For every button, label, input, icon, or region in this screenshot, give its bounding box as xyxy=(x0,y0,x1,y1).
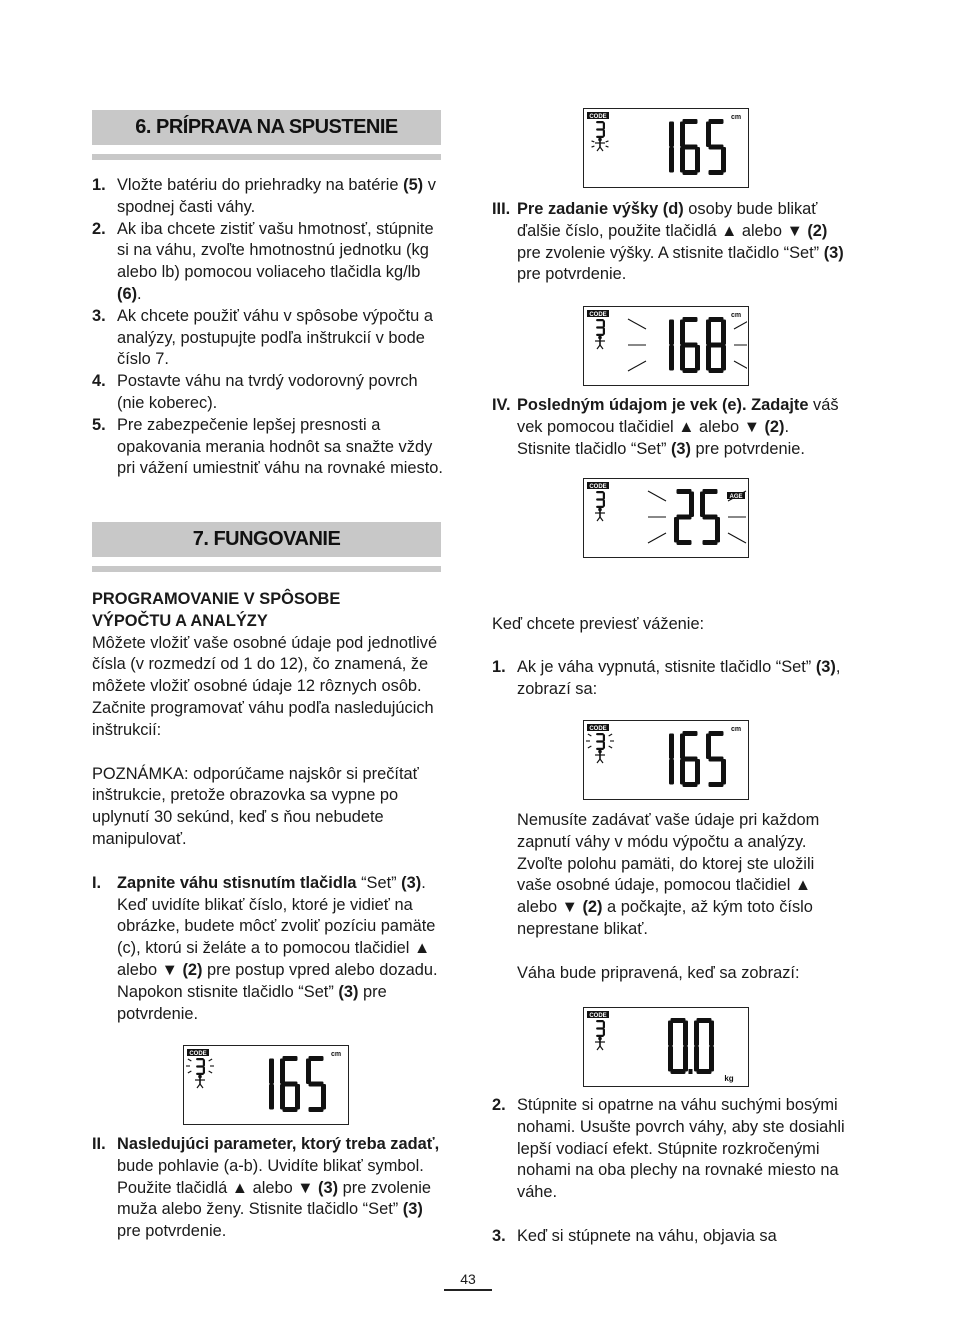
lcd-unit-label: cm xyxy=(730,726,742,733)
lcd-unit-label: cm xyxy=(730,114,742,121)
step-iv-ref1: (2) xyxy=(764,417,785,436)
section-7-header xyxy=(92,522,441,572)
programming-intro: Môžete vložiť vaše osobné údaje pod jednotlivé čísla (v rozmedzí od 1 do 12), čo znamená, že môžete vložiť osobné údaje 12 rôznych osôb. Začnite programovať váhu podľa nasledujúcich inštrukcií: xyxy=(92,633,438,739)
step-i-ref1: (3) xyxy=(401,873,422,892)
step-iv-ref2: (3) xyxy=(670,439,691,458)
weighing-note-text xyxy=(517,810,847,941)
weighing-note-ref: (2) xyxy=(582,898,603,917)
step-iii-text2: pre zvolenie výšky. A stisnite tlačidlo “Set” xyxy=(517,243,824,262)
step-iii-block xyxy=(492,199,847,286)
lcd-memory-digit xyxy=(596,1020,605,1037)
weighing-note-text1: Nemusíte zadávať vaše údaje pri každom zapnutí váhy v módu výpočtu a analýzy. Zvoľte polohu pamäti, do ktorej ste uložili vaše osobné údaje, pomocou tlačidiel ▲ alebo ▼ xyxy=(517,811,820,917)
weighing-step-3-text: Keď si stúpnete na váhu, objavia sa xyxy=(517,1227,777,1245)
lcd-segments xyxy=(584,109,747,186)
weighing-step-2-number: 2. xyxy=(492,1096,506,1114)
lcd-unit-label: AGE xyxy=(729,494,743,500)
lcd-display-memory xyxy=(583,108,749,188)
step-ii xyxy=(92,1134,447,1243)
lcd-code-label: CODE xyxy=(589,114,607,120)
step-iii-lead: Pre zadanie výšky (d) xyxy=(517,200,684,218)
lcd-main-digits xyxy=(668,1018,714,1074)
section-7-title: 7. FUNGOVANIE xyxy=(92,522,441,557)
weighing-step-1-item xyxy=(492,657,847,701)
lcd-main-digits xyxy=(669,731,726,787)
section-7-rule xyxy=(92,566,441,572)
programming-note: POZNÁMKA: odporúčame najskôr si prečítať inštrukcie, pretože obrazovka sa vypne po uplynutí 30 sekúnd, keď s ňou nebudete manipulovať. xyxy=(92,764,419,848)
step-iv-block xyxy=(492,395,847,460)
weighing-step-1-text1: Ak je váha vypnutá, stisnite tlačidlo “Set” xyxy=(517,658,816,676)
step-iv-text1: váš vek pomocou tlačidiel ▲ alebo ▼ xyxy=(517,396,839,436)
section-6-title: 6. PRÍPRAVA NA SPUSTENIE xyxy=(92,110,441,145)
preparation-item-number: 2. xyxy=(92,219,106,238)
step-i xyxy=(92,873,447,1026)
lcd-segments xyxy=(584,479,747,556)
person-icon xyxy=(195,1075,205,1088)
step-ii-lead: Nasledujúci parameter, ktorý treba zadať, xyxy=(117,1135,440,1153)
programming-block xyxy=(92,589,447,1025)
lcd-unit-label: kg xyxy=(724,1074,734,1083)
lcd-code-label: CODE xyxy=(589,484,607,490)
lcd-unit-label: cm xyxy=(330,1051,342,1058)
weighing-step-3-number: 3. xyxy=(492,1227,506,1245)
lcd-unit-label: cm xyxy=(730,312,742,319)
lcd-code-label: CODE xyxy=(189,1051,207,1057)
step-iv-number: IV. xyxy=(492,396,511,414)
step-iii-text3: pre potvrdenie. xyxy=(517,265,627,284)
step-ii-number: II. xyxy=(92,1135,106,1153)
page-number-underline xyxy=(444,1289,492,1291)
lcd-segments xyxy=(584,307,747,384)
lcd-display-age xyxy=(583,478,749,558)
page-number-text: 43 xyxy=(460,1271,476,1287)
step-ii-text2: pre zvolenie muža alebo ženy. Stisnite tlačidlo “Set” xyxy=(117,1178,431,1219)
preparation-item-number: 4. xyxy=(92,372,106,391)
preparation-item xyxy=(92,415,447,480)
preparation-item-text: Pre zabezpečenie lepšej presnosti a opakovania merania hodnôt sa snažte vždy pri vážení umiestniť váhu na rovnaké miesto. xyxy=(117,415,443,478)
step-i-number: I. xyxy=(92,873,102,892)
lcd-segments xyxy=(184,1046,347,1123)
weighing-step-1-text2: , zobrazí sa: xyxy=(517,658,841,698)
lcd-main-digits xyxy=(674,489,720,545)
preparation-item-number: 5. xyxy=(92,415,106,434)
weighing-intro xyxy=(492,614,847,636)
weighing-step-2-text: Stúpnite si opatrne na váhu suchými bosými nohami. Usušte povrch váhy, aby ste dosiahli lepší vodiací efekt. Stúpnite rozkročenými nohami na oba plechy na rovnaké miesto na váhe. xyxy=(517,1096,845,1202)
weighing-step-1-ref: (3) xyxy=(815,658,836,676)
lcd-display-ready xyxy=(583,1007,749,1087)
preparation-item-ref: (5) xyxy=(403,176,424,194)
lcd-display-step-i xyxy=(183,1045,349,1125)
preparation-item xyxy=(92,371,447,415)
lcd-segments xyxy=(584,721,747,798)
step-ii-ref1: (3) xyxy=(318,1178,339,1197)
step-iv xyxy=(492,395,847,460)
weighing-ready-text: Váha bude pripravená, keď sa zobrazí: xyxy=(517,963,800,982)
step-ii-text3: pre potvrdenie. xyxy=(117,1222,227,1241)
lcd-main-digits xyxy=(269,1056,326,1112)
step-ii-block xyxy=(92,1134,447,1243)
preparation-item-text: . xyxy=(137,284,142,303)
preparation-item xyxy=(92,175,447,219)
page-number xyxy=(444,1271,492,1287)
weighing-intro-text: Keď chcete previesť váženie: xyxy=(492,615,705,633)
preparation-item-text: Postavte váhu na tvrdý vodorovný povrch (nie koberec). xyxy=(117,372,418,412)
lcd-display-height xyxy=(583,306,749,386)
step-i-text2: . Keď uvidíte blikať číslo, ktoré je vidieť na obrázke, budete môcť zvoliť pozíciu pamäte (c), ktorú si želáte a to pomocou tlačidiel ▲ alebo ▼ xyxy=(117,873,436,979)
step-iv-lead: Posledným údajom je vek (e). Zadajte xyxy=(517,396,809,414)
step-i-lead: Zapnite váhu stisnutím tlačidla xyxy=(117,873,357,892)
weighing-step-1-number: 1. xyxy=(492,658,506,676)
lcd-memory-digit xyxy=(596,491,605,508)
step-iii xyxy=(492,199,847,286)
preparation-item xyxy=(92,306,447,371)
weighing-note-text2: a počkajte, až kým toto číslo neprestane blikať. xyxy=(517,898,813,938)
preparation-item-text: Ak chcete použiť váhu v spôsobe výpočtu a analýzy, postupujte podľa inštrukcií v bode číslo 7. xyxy=(117,306,433,369)
preparation-list xyxy=(92,175,447,480)
step-iv-text2: . Stisnite tlačidlo “Set” xyxy=(517,417,790,458)
section-6-rule xyxy=(92,154,441,160)
preparation-item xyxy=(92,219,447,306)
lcd-code-label: CODE xyxy=(589,726,607,732)
lcd-main-digits xyxy=(669,317,726,373)
step-ii-ref2: (3) xyxy=(402,1200,423,1219)
person-icon xyxy=(595,508,605,521)
lcd-memory-digit xyxy=(596,319,605,336)
preparation-item-ref: (6) xyxy=(117,284,138,303)
step-i-text3: pre postup vpred alebo dozadu. Napokon stisnite tlačidlo “Set” xyxy=(117,960,438,1001)
person-icon xyxy=(595,336,605,349)
step-i-text4: pre potvrdenie. xyxy=(117,982,387,1023)
lcd-memory-digit xyxy=(596,733,605,750)
step-iv-text3: pre potvrdenie. xyxy=(691,439,805,458)
step-iii-ref1: (2) xyxy=(807,221,828,240)
preparation-item-text: v spodnej časti váhy. xyxy=(117,176,436,216)
weighing-step-1 xyxy=(492,657,847,701)
weighing-step-2 xyxy=(492,1095,847,1204)
step-i-ref3: (3) xyxy=(338,982,359,1001)
person-icon xyxy=(595,1037,605,1050)
lcd-code-label: CODE xyxy=(589,312,607,318)
step-ii-text1: bude pohlavie (a-b). Uvidíte blikať symbol. Použite tlačidlá ▲ alebo ▼ xyxy=(117,1156,424,1197)
preparation-item-number: 3. xyxy=(92,306,106,325)
lcd-main-digits xyxy=(669,119,726,175)
step-i-text1: “Set” xyxy=(356,873,402,892)
weighing-step-3 xyxy=(492,1226,847,1248)
step-i-ref2: (2) xyxy=(182,960,203,979)
person-icon xyxy=(595,750,605,763)
lcd-memory-digit xyxy=(596,121,605,138)
preparation-item-text: Ak iba chcete zistiť vašu hmotnosť, stúpnite si na váhu, zvoľte hmotnostnú jednotku (kg alebo lb) pomocou voliaceho tlačidla kg/lb xyxy=(117,219,434,282)
person-icon xyxy=(595,138,605,151)
step-iii-text1: osoby bude blikať ďalšie číslo, použite tlačidlá ▲ alebo ▼ xyxy=(517,200,818,240)
step-iii-ref2: (3) xyxy=(823,243,844,262)
preparation-item-text: Vložte batériu do priehradky na batérie xyxy=(117,176,404,194)
lcd-segments xyxy=(584,1008,747,1085)
programming-heading: PROGRAMOVANIE V SPÔSOBE VÝPOČTU A ANALÝZY xyxy=(92,590,341,630)
preparation-item-number: 1. xyxy=(92,176,106,194)
lcd-display-startup xyxy=(583,720,749,800)
weighing-step-2-item xyxy=(492,1095,847,1204)
section-6-header xyxy=(92,110,441,160)
step-iii-number: III. xyxy=(492,200,511,218)
weighing-step-3-item xyxy=(492,1226,847,1248)
lcd-memory-digit xyxy=(196,1058,205,1075)
weighing-note xyxy=(517,810,847,985)
lcd-code-label: CODE xyxy=(589,1013,607,1019)
